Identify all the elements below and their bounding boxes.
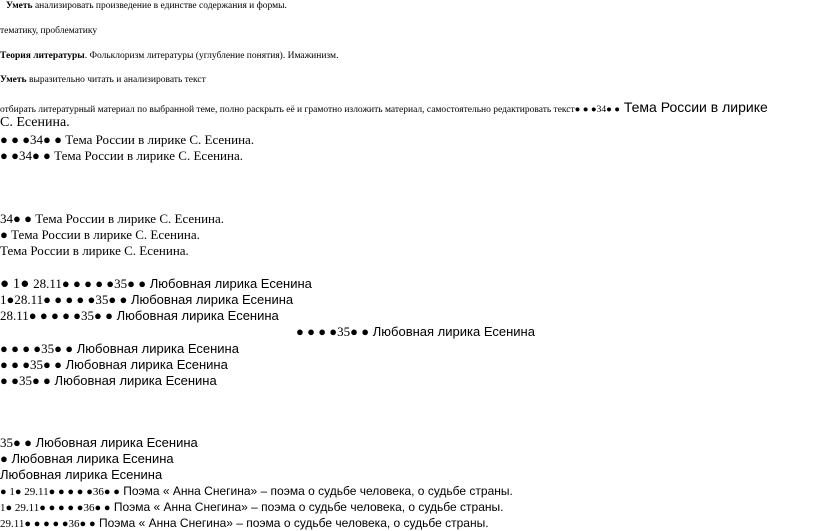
doc-line-24 — [0, 515, 489, 531]
line-text: Любовная лирика Есенина — [31, 435, 198, 450]
bullet-marks: ● ● ● ●35● ● — [0, 341, 74, 356]
line-text: Тема России в лирике С. Есенина. — [62, 132, 255, 147]
bullet-marks: ● ● ●34● ● — [0, 132, 63, 147]
bullet-marks: 28.11● ● ● ● ●35● ● — [0, 308, 113, 323]
line-text: анализировать произведение в единстве содержания и формы. — [32, 1, 287, 11]
doc-line-15 — [296, 324, 535, 340]
line-text: Поэма « Анна Снегина» – поэма о судьбе человека, о судьбе страны. — [119, 484, 513, 498]
doc-line-3 — [0, 51, 338, 61]
line-text: Поэма « Анна Снегина» – поэма о судьбе человека, о судьбе страны. — [95, 516, 489, 530]
doc-line-7 — [0, 132, 254, 148]
bullet-marks: 1● 29.11● ● ● ● ●36● ● — [0, 502, 111, 514]
doc-line-16 — [0, 341, 239, 357]
doc-line-18 — [0, 373, 217, 389]
item-number: ● 1● — [0, 276, 34, 292]
bullet-marks: 34● ● — [0, 211, 32, 226]
doc-line-5 — [0, 99, 768, 117]
line-text: Любовная лирика Есенина — [62, 357, 228, 372]
doc-line-21: Любовная лирика Есенина — [0, 467, 163, 482]
doc-line-20: ● Любовная лирика Есенина — [0, 451, 174, 466]
doc-line-12 — [0, 276, 312, 293]
line-text: Любовная лирика Есенина — [369, 324, 535, 339]
bold-label: Уметь — [0, 75, 27, 85]
line-text: . Фольклоризм литературы (углубление понятия). Имажинизм. — [84, 51, 339, 61]
doc-line-19 — [0, 435, 198, 451]
line-text: выразительно читать и анализировать текст — [26, 75, 206, 85]
line-text: Любовная лирика Есенина — [112, 308, 279, 323]
bullet-marks: ● ●34● ● — [0, 148, 51, 163]
bullet-marks: ● ● ●35● ● — [0, 357, 63, 372]
doc-line-22 — [0, 483, 513, 499]
bullet-marks: 28.11● ● ● ● ●35● ● — [33, 276, 147, 291]
line-text: Любовная лирика Есенина — [73, 341, 239, 356]
doc-line-17 — [0, 357, 228, 373]
doc-line-13 — [0, 292, 293, 308]
doc-line-8 — [0, 148, 243, 164]
bullet-marks: ● 1● 29.11● ● ● ● ●36● ● — [0, 486, 120, 498]
doc-line-10: ● Тема России в лирике С. Есенина. — [0, 227, 200, 242]
doc-line-2: тематику, проблематику — [0, 26, 98, 36]
bullet-marks: 35● ● — [0, 435, 32, 450]
bullet-marks: ● ● ● ●35● ● — [296, 324, 370, 339]
bullet-marks: ● ●35● ● — [0, 373, 51, 388]
doc-line-4 — [0, 75, 206, 85]
bold-label: Уметь — [6, 1, 33, 11]
doc-line-11: Тема России в лирике С. Есенина. — [0, 243, 189, 258]
line-text: Тема России в лирике С. Есенина. — [31, 211, 225, 226]
doc-line-23 — [0, 499, 503, 515]
line-big-text: Тема России в лирике — [619, 99, 768, 115]
doc-line-6: С. Есенина. — [0, 115, 70, 130]
line-text: Любовная лирика Есенина — [146, 276, 312, 291]
line-small-text: отбирать литературный материал по выбранной теме, полно раскрыть её и грамотно изложить материал, самостоятельно редактировать текст● ● ●34● ● — [0, 105, 620, 115]
line-text: Любовная лирика Есенина — [50, 373, 217, 388]
doc-line-9 — [0, 211, 224, 227]
bullet-marks: 1●28.11● ● ● ● ●35● ● — [0, 292, 128, 307]
doc-line-14 — [0, 308, 279, 324]
doc-line-1 — [6, 1, 287, 11]
line-text: Тема России в лирике С. Есенина. — [50, 148, 243, 163]
bullet-marks: 29.11● ● ● ● ●36● ● — [0, 518, 96, 530]
line-text: Поэма « Анна Снегина» – поэма о судьбе человека, о судьбе страны. — [110, 500, 504, 514]
bold-label: Теория литературы — [0, 51, 85, 61]
line-text: Любовная лирика Есенина — [127, 292, 294, 307]
